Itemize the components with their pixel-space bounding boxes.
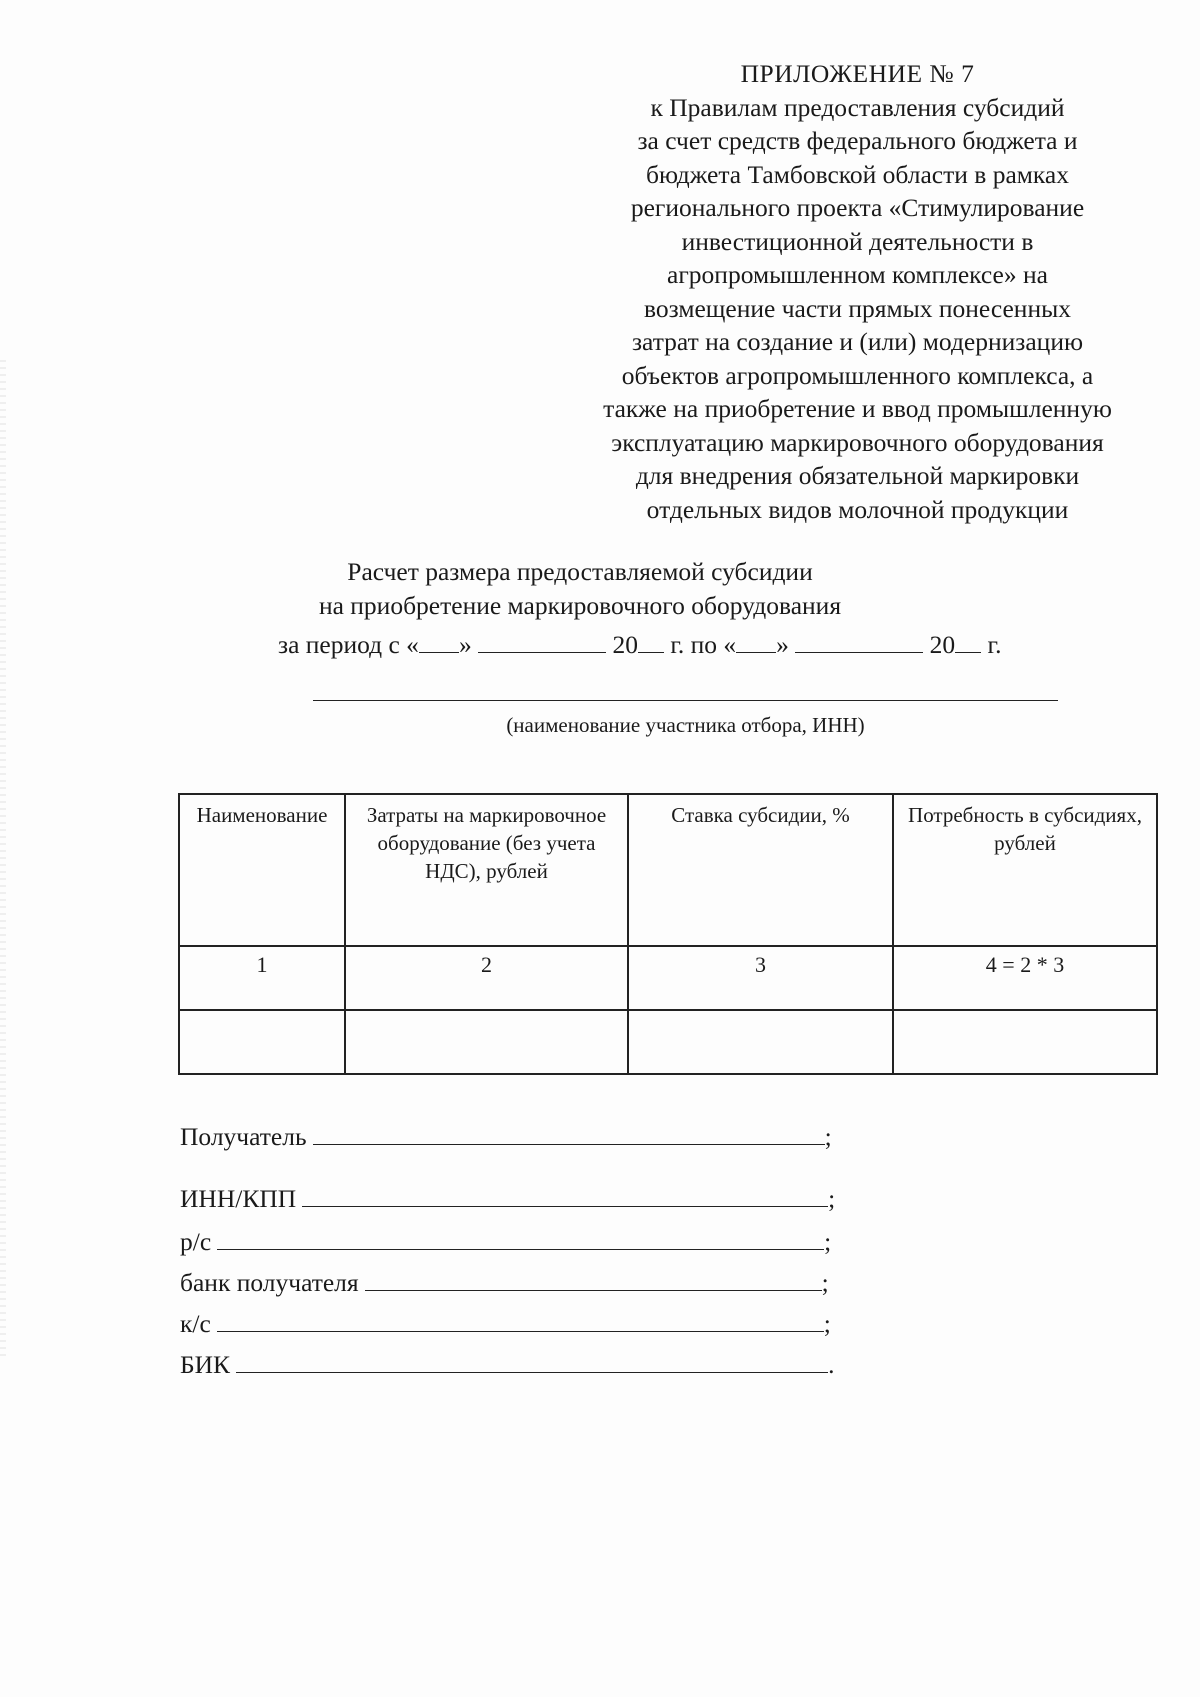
appendix-line: эксплуатацию маркировочного оборудования bbox=[611, 427, 1104, 457]
period-month-from-field[interactable] bbox=[478, 630, 606, 653]
bank-field[interactable] bbox=[365, 1270, 822, 1291]
requisite-label: к/с bbox=[180, 1309, 211, 1338]
period-mid: г. по « bbox=[670, 630, 737, 659]
requisite-label: Получатель bbox=[180, 1122, 307, 1151]
appendix-line: также на приобретение и ввод промышленную bbox=[603, 394, 1112, 423]
appendix-line: объектов агропромышленного комплекса, а bbox=[621, 360, 1094, 390]
appendix-line: к Правилам предоставления субсидий bbox=[650, 92, 1065, 122]
period-month-to-field[interactable] bbox=[795, 630, 923, 653]
scan-edge-artifact bbox=[0, 360, 6, 1360]
period-day-from-field[interactable] bbox=[419, 630, 459, 653]
appendix-title: ПРИЛОЖЕНИЕ № 7 bbox=[740, 59, 975, 88]
table-cell-input[interactable] bbox=[179, 1010, 345, 1074]
header-costs: Затраты на маркировочное оборудование (без учета НДС), рублей bbox=[345, 794, 628, 946]
column-number-cell: 4 = 2 * 3 bbox=[893, 946, 1157, 1010]
inn-kpp-field[interactable] bbox=[302, 1186, 828, 1207]
calculation-title-line: Расчет размера предоставляемой субсидии bbox=[347, 557, 813, 586]
appendix-line: затрат на создание и (или) модернизацию bbox=[631, 327, 1084, 356]
appendix-line: для внедрения обязательной маркировки bbox=[635, 461, 1080, 490]
appendix-line: агропромышленном комплексе» на bbox=[667, 260, 1048, 289]
period-year-prefix-from: 20 bbox=[612, 630, 638, 659]
column-number-cell: 3 bbox=[628, 946, 893, 1010]
table-cell-input[interactable] bbox=[893, 1010, 1157, 1074]
period-close-quote: » bbox=[458, 630, 472, 659]
corr-account-field[interactable] bbox=[217, 1311, 824, 1332]
requisite-row-corr-account bbox=[180, 1309, 831, 1339]
appendix-header bbox=[575, 57, 1140, 526]
requisite-end: ; bbox=[828, 1184, 836, 1213]
appendix-line: регионального проекта «Стимулирование bbox=[630, 193, 1085, 222]
requisite-row-bank bbox=[180, 1268, 829, 1298]
requisite-row-recipient bbox=[180, 1122, 832, 1152]
bik-field[interactable] bbox=[236, 1352, 828, 1373]
calculation-title-line: на приобретение маркировочного оборудования bbox=[318, 591, 842, 620]
period-suffix: г. bbox=[987, 630, 1002, 659]
header-rate: Ставка субсидии, % bbox=[628, 794, 893, 946]
participant-name-field[interactable] bbox=[313, 700, 1058, 701]
appendix-line: отдельных видов молочной продукции bbox=[646, 494, 1069, 524]
requisite-label: банк получателя bbox=[180, 1268, 359, 1297]
account-field[interactable] bbox=[217, 1229, 824, 1250]
period-line bbox=[278, 628, 1098, 662]
period-prefix: за период с « bbox=[278, 630, 419, 659]
requisite-end: ; bbox=[823, 1309, 831, 1338]
period-year-prefix-to: 20 bbox=[929, 630, 956, 659]
requisite-end: ; bbox=[824, 1227, 832, 1256]
period-day-to-field[interactable] bbox=[736, 630, 776, 653]
table-number-row bbox=[179, 946, 1157, 1010]
table-cell-input[interactable] bbox=[345, 1010, 628, 1074]
table-cell-input[interactable] bbox=[628, 1010, 893, 1074]
requisite-end: ; bbox=[824, 1122, 832, 1151]
requisite-row-inn-kpp bbox=[180, 1184, 835, 1214]
participant-caption: (наименование участника отбора, ИНН) bbox=[506, 713, 865, 737]
header-need: Потребность в субсидиях, рублей bbox=[893, 794, 1157, 946]
requisite-end: ; bbox=[821, 1268, 829, 1297]
requisite-label: ИНН/КПП bbox=[180, 1184, 297, 1213]
table-header-row bbox=[179, 794, 1157, 946]
subsidy-table bbox=[178, 793, 1156, 1075]
column-number-cell: 2 bbox=[345, 946, 628, 1010]
requisite-end: . bbox=[828, 1350, 835, 1379]
requisite-row-bik bbox=[180, 1350, 834, 1380]
header-name: Наименование bbox=[179, 794, 345, 946]
column-number-cell: 1 bbox=[179, 946, 345, 1010]
period-close-quote: » bbox=[776, 630, 789, 659]
table-row bbox=[179, 1010, 1157, 1074]
requisite-label: р/с bbox=[180, 1227, 212, 1256]
requisite-row-account bbox=[180, 1227, 831, 1257]
recipient-field[interactable] bbox=[313, 1124, 825, 1145]
calculation-title bbox=[240, 555, 920, 623]
appendix-line: возмещение части прямых понесенных bbox=[644, 293, 1071, 323]
period-year-to-field[interactable] bbox=[955, 630, 981, 653]
period-year-from-field[interactable] bbox=[638, 630, 664, 653]
appendix-line: инвестиционной деятельности в bbox=[681, 226, 1034, 256]
requisite-label: БИК bbox=[180, 1350, 231, 1379]
appendix-line: за счет средств федерального бюджета и bbox=[637, 126, 1078, 155]
appendix-line: бюджета Тамбовской области в рамках bbox=[646, 159, 1069, 189]
